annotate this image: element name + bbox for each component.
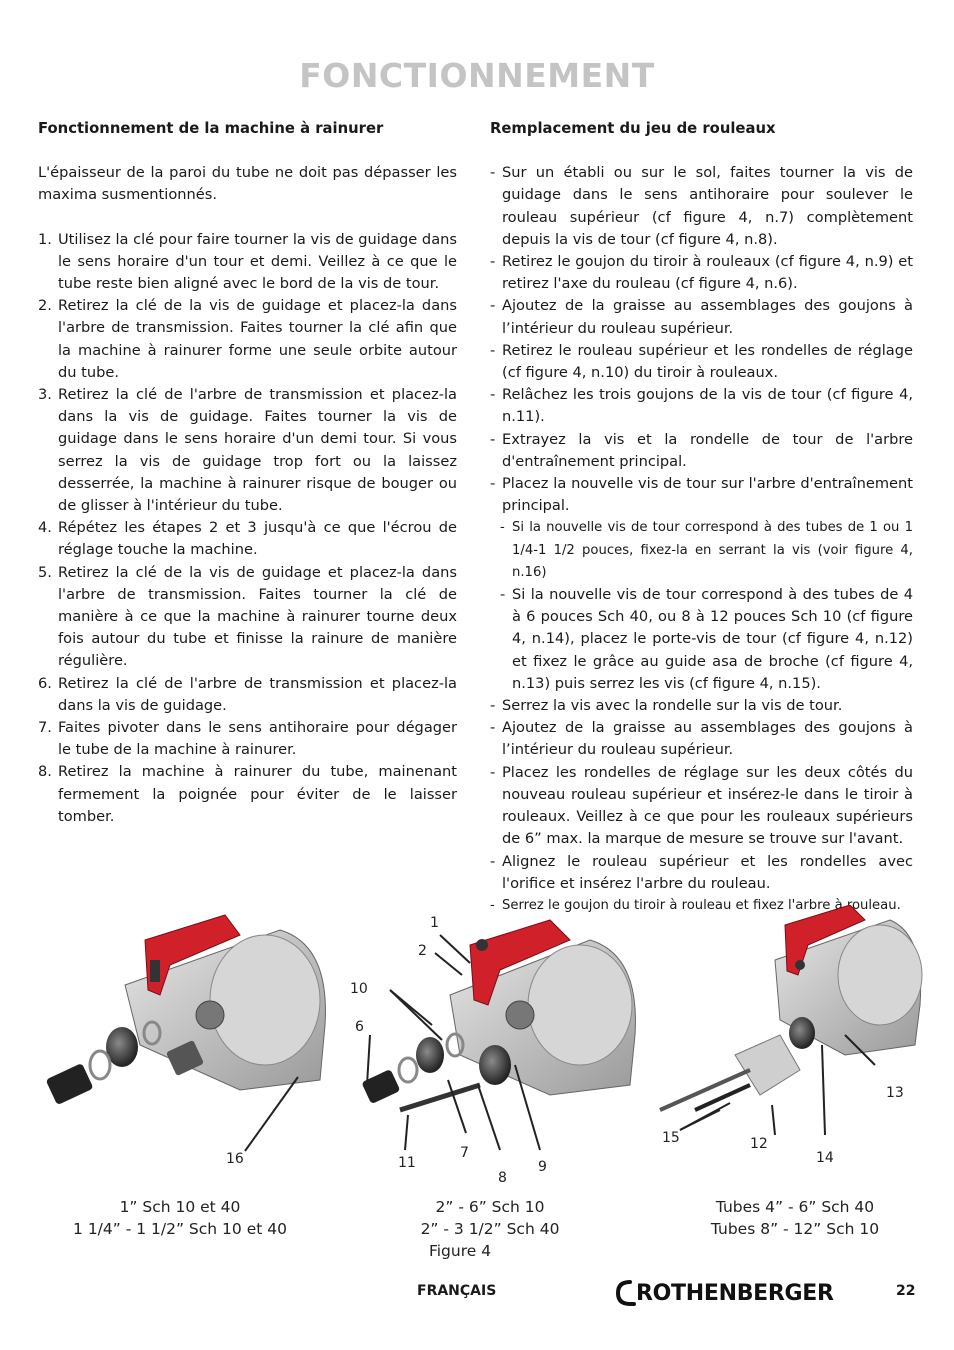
list-item: 6. Retirez la clé de l'arbre de transmission et placez-la dans la vis de guidage.	[38, 674, 457, 714]
list-item: - Relâchez les trois goujons de la vis de tour (cf figure 4, n.11).	[490, 386, 913, 426]
dash-bullet: -	[490, 852, 496, 870]
right-heading: Remplacement du jeu de rouleaux	[490, 120, 776, 137]
dash-bullet: -	[490, 475, 496, 493]
machine-1-illustration	[46, 915, 326, 1151]
footer-language: FRANÇAIS	[417, 1283, 497, 1299]
page-title: FONCTIONNEMENT	[299, 56, 655, 95]
callout-6: 6	[355, 1019, 364, 1035]
left-intro: L'épaisseur de la paroi du tube ne doit pas dépasser les maxima susmentionnés.	[38, 164, 457, 204]
callout-13: 13	[886, 1085, 904, 1101]
list-item: 1. Utilisez la clé pour faire tourner la vis de guidage dans le sens horaire d'un tour et demi. Veillez à ce que le tube reste bien aligné avec le bord de la vis de tour.	[38, 230, 457, 293]
list-item: - Serrez le goujon du tiroir à rouleau et fixez l'arbre à rouleau.	[490, 895, 913, 917]
dash-bullet: -	[490, 897, 495, 913]
dash-bullet: -	[490, 164, 496, 182]
callout-9: 9	[538, 1159, 547, 1175]
figure-label: Figure 4	[428, 1242, 492, 1260]
left-column	[38, 118, 457, 828]
left-heading: Fonctionnement de la machine à rainurer	[38, 120, 384, 137]
list-item: - Si la nouvelle vis de tour correspond à des tubes de 4 à 6 pouces Sch 40, ou 8 à 12 pouces Sch 10 (cf figure 4, n.14), placez le porte-vis de tour (cf figure 4, n.12) et fixez le grâce au guide asa de broche (cf figure 4, n.13) puis serrez les vis (cf figure 4, n.15).	[500, 586, 913, 692]
callout-11: 11	[398, 1155, 416, 1171]
list-item: - Alignez le rouleau supérieur et les rondelles avec l'orifice et insérez l'arbre du rouleau.	[490, 852, 913, 892]
callout-12: 12	[750, 1136, 768, 1152]
list-item: - Placez les rondelles de réglage sur les deux côtés du nouveau rouleau supérieur et insérez-le dans le tiroir à rouleaux. Veillez à ce que pour les rouleaux supérieurs de 6” max. la marque de mesure se trouve sur l'avant.	[490, 763, 913, 848]
brand-name: ROTHENBERGER	[636, 1280, 834, 1306]
caption-machine-1: 1” Sch 10 et 40 1 1/4” - 1 1/2” Sch 10 et 40	[73, 1198, 287, 1238]
dash-bullet: -	[500, 520, 505, 536]
caption-machine-3: Tubes 4” - 6” Sch 40 Tubes 8” - 12” Sch 10	[710, 1198, 880, 1238]
list-item: 7. Faites pivoter dans le sens antihoraire pour dégager le tube de la machine à rainurer.	[38, 719, 457, 759]
machine-3-illustration	[660, 905, 922, 1135]
brand-hook-icon	[614, 1279, 636, 1307]
list-item: 8. Retirez la machine à rainurer du tube, mainenant fermement la poignée pour éviter de le laisser tomber.	[38, 763, 457, 825]
dash-bullet: -	[490, 297, 496, 315]
dash-bullet: -	[490, 253, 496, 271]
list-item: 3. Retirez la clé de l'arbre de transmission et placez-la dans la vis de guidage. Faites tourner la vis de guidage dans le sens horaire d'un demi tour. Si vous serrez la vis de guidage trop fort ou la laissez desserrée, la machine à rainurer risque de bouger ou de glisser à l'intérieur du tube.	[38, 386, 457, 515]
callout-16: 16	[226, 1151, 244, 1167]
dash-bullet: -	[490, 341, 496, 359]
list-item: - Placez la nouvelle vis de tour sur l'arbre d'entraînement principal.	[490, 475, 913, 515]
dash-bullet: -	[490, 719, 496, 737]
replacement-list	[490, 162, 913, 917]
brand-logo	[614, 1279, 834, 1307]
figure-4	[30, 905, 930, 1186]
callout-15: 15	[662, 1130, 680, 1146]
list-item: - Retirez le rouleau supérieur et les rondelles de réglage (cf figure 4, n.10) du tiroir à rouleaux.	[490, 341, 913, 382]
list-item: 4. Répétez les étapes 2 et 3 jusqu'à ce que l'écrou de réglage touche la machine.	[38, 519, 457, 559]
dash-bullet: -	[490, 763, 496, 781]
dash-bullet: -	[490, 386, 496, 404]
callout-14: 14	[816, 1150, 834, 1166]
list-item: - Serrez la vis avec la rondelle sur la vis de tour.	[490, 695, 913, 717]
list-item: - Ajoutez de la graisse au assemblages des goujons à l’intérieur du rouleau supérieur.	[490, 297, 913, 337]
dash-bullet: -	[500, 586, 506, 604]
caption-machine-2: 2” - 6” Sch 10 2” - 3 1/2” Sch 40 Figure 4	[380, 1196, 600, 1262]
list-item: - Si la nouvelle vis de tour correspond à des tubes de 1 ou 1 1/4-1 1/2 pouces, fixez-la en serrant la vis (voir figure 4, n.16)	[500, 517, 913, 584]
figure-illustration	[30, 905, 930, 1165]
list-item: - Retirez le goujon du tiroir à rouleaux (cf figure 4, n.9) et retirez l'axe du rouleau (cf figure 4, n.6).	[490, 253, 913, 293]
list-item: - Sur un établi ou sur le sol, faites tourner la vis de guidage dans le sens antihoraire pour soulever le rouleau supérieur (cf figure 4, n.7) complètement depuis la vis de tour (cf figure 4, n.8).	[490, 164, 913, 248]
steps-list	[38, 229, 457, 828]
list-item: - Ajoutez de la graisse au assemblages des goujons à l’intérieur du rouleau supérieur.	[490, 719, 913, 759]
callout-1: 1	[430, 915, 439, 931]
callout-2: 2	[418, 943, 427, 959]
list-item: - Extrayez la vis et la rondelle de tour de l'arbre d'entraînement principal.	[490, 430, 913, 470]
callout-8: 8	[498, 1170, 507, 1186]
right-column	[490, 118, 913, 917]
dash-bullet: -	[490, 430, 496, 448]
machine-2-illustration	[361, 920, 635, 1150]
callout-7: 7	[460, 1145, 469, 1161]
dash-bullet: -	[490, 697, 496, 715]
page-number: 22	[896, 1283, 916, 1299]
callout-10: 10	[350, 981, 368, 997]
list-item: 2. Retirez la clé de la vis de guidage et placez-la dans l'arbre de transmission. Faites tourner la clé afin que la machine à rainurer forme une seule orbite autour du tube.	[38, 297, 457, 381]
list-item: 5. Retirez la clé de la vis de guidage et placez-la dans l'arbre de transmission. Faites tourner la clé de manière à ce que la machine à rainurer tourne deux fois autour du tube et finisse la rainure de manière régulière.	[38, 563, 457, 670]
